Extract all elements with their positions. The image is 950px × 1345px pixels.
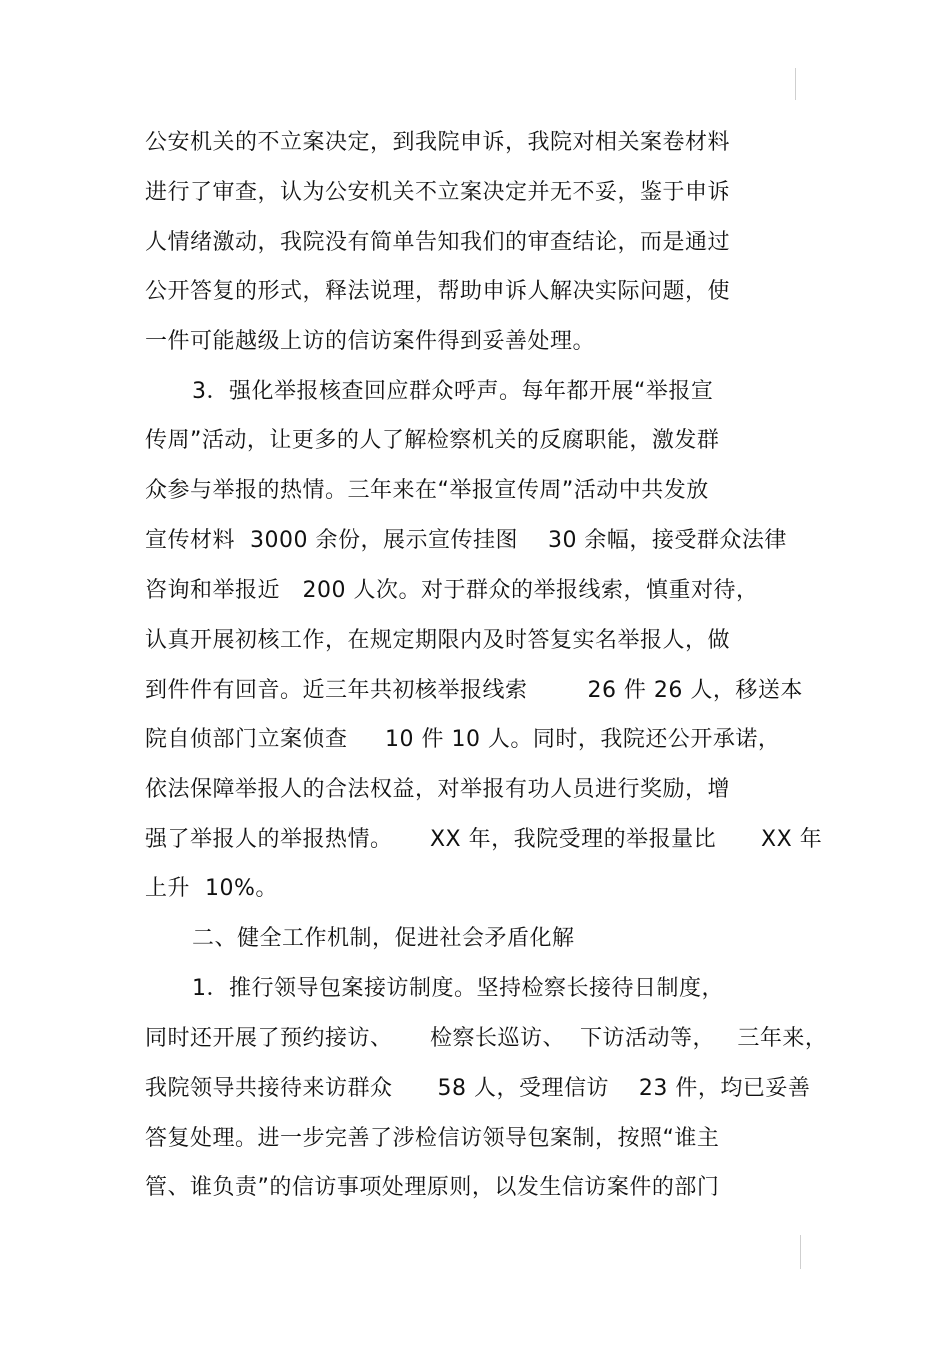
text-line-16: 上升 10%。 <box>145 876 278 901</box>
text-line-3: 人情绪激动，我院没有简单告知我们的审查结论，而是通过 <box>145 230 731 255</box>
text-line-1: 公安机关的不立案决定，到我院申诉，我院对相关案卷材料 <box>145 130 731 155</box>
text-line-19: 同时还开展了预约接访、 检察长巡访、 下访活动等， 三年来， <box>145 1026 828 1051</box>
text-line-8: 众参与举报的热情。三年来在“举报宣传周”活动中共发放 <box>145 478 709 503</box>
paragraph-heading-1: 1．推行领导包案接访制度。坚持检察长接待日制度， <box>192 976 724 1001</box>
text-line-20: 我院领导共接待来访群众 58 人，受理信访 23 件，均已妥善 <box>145 1076 811 1101</box>
top-margin-mark <box>795 68 796 100</box>
text-line-21: 答复处理。进一步完善了涉检信访领导包案制，按照“谁主 <box>145 1126 720 1151</box>
text-line-10: 咨询和举报近 200 人次。对于群众的举报线索，慎重对待， <box>145 578 759 603</box>
section-heading-2: 二、健全工作机制，促进社会矛盾化解 <box>192 926 575 951</box>
text-line-12: 到件件有回音。近三年共初核举报线索 26 件 26 人，移送本 <box>145 678 803 703</box>
text-line-22: 管、谁负责”的信访事项处理原则，以发生信访案件的部门 <box>145 1175 720 1200</box>
text-line-5: 一件可能越级上访的信访案件得到妥善处理。 <box>145 329 596 354</box>
text-line-2: 进行了审查，认为公安机关不立案决定并无不妥，鉴于申诉 <box>145 180 731 205</box>
paragraph-heading-3: 3．强化举报核查回应群众呼声。每年都开展“举报宣 <box>192 379 714 404</box>
text-line-4: 公开答复的形式，释法说理，帮助申诉人解决实际问题，使 <box>145 279 731 304</box>
text-line-14: 依法保障举报人的合法权益，对举报有功人员进行奖励，增 <box>145 777 731 802</box>
bottom-margin-mark <box>800 1235 801 1269</box>
text-line-13: 院自侦部门立案侦查 10 件 10 人。同时，我院还公开承诺， <box>145 727 781 752</box>
text-line-11: 认真开展初核工作，在规定期限内及时答复实名举报人，做 <box>145 628 731 653</box>
text-line-15: 强了举报人的举报热情。 XX 年，我院受理的举报量比 XX 年 <box>145 827 823 852</box>
text-line-7: 传周”活动，让更多的人了解检察机关的反腐职能，激发群 <box>145 428 720 453</box>
text-line-9: 宣传材料 3000 余份，展示宣传挂图 30 余幅，接受群众法律 <box>145 528 787 553</box>
